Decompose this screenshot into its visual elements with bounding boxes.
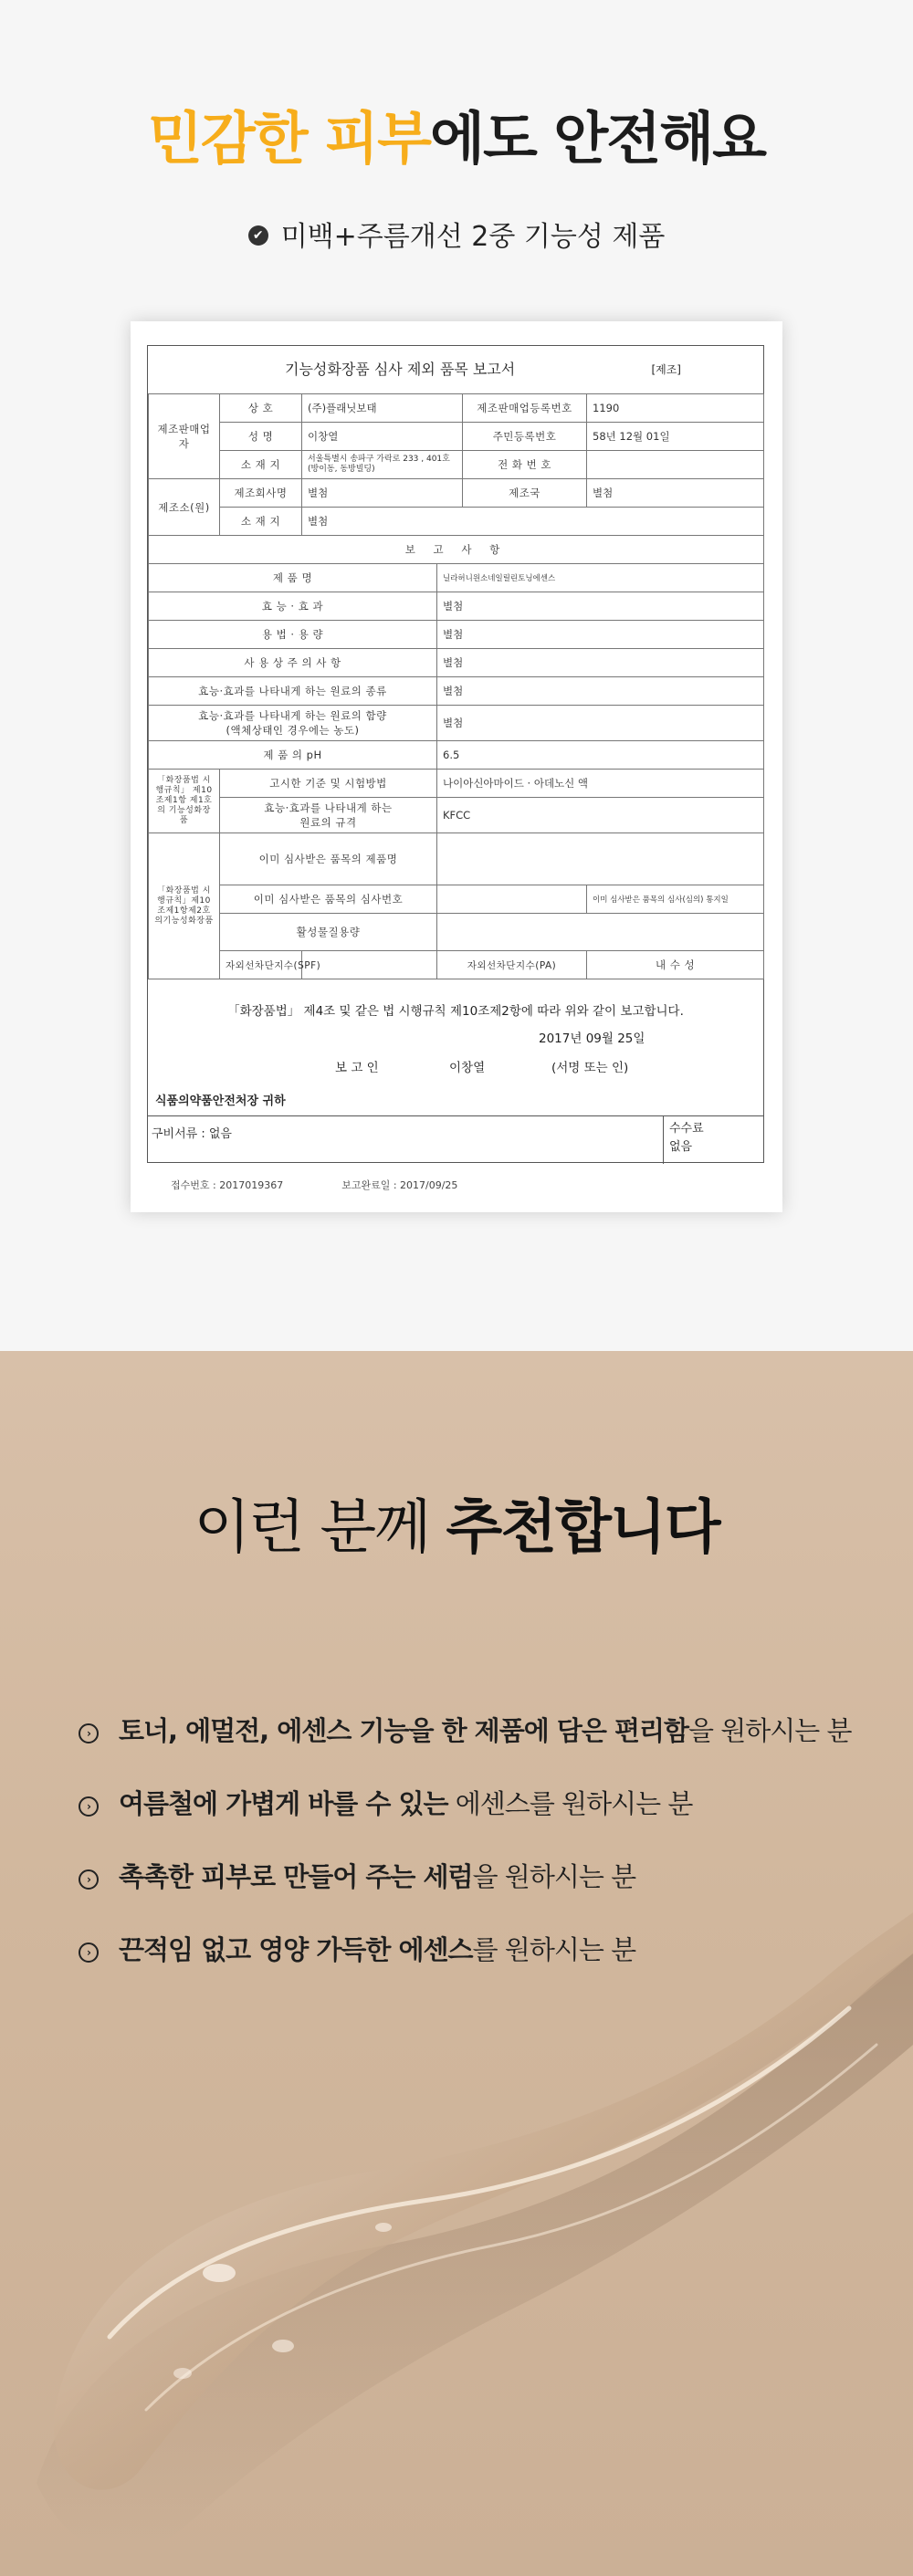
attachment-text: 구비서류 : 없음 (152, 1127, 232, 1141)
recommend-item-bold: 촉촉한 피부로 만들어 주는 세럼 (119, 1861, 473, 1892)
declaration-text: 「화장품법」 제4조 및 같은 법 시행규칙 제10조제2항에 따라 위와 같이 보고합니다. (227, 1004, 684, 1019)
spf-label: 자외선차단지수(SPF) (220, 951, 302, 979)
effect-value: 별첨 (437, 592, 764, 621)
reporter-label: 보 고 인 (335, 1061, 379, 1075)
fee-value: 없음 (669, 1140, 693, 1154)
reporter-name: 이창열 (449, 1061, 486, 1075)
phone-label: 전 화 번 호 (463, 451, 587, 479)
caution-label: 사 용 상 주 의 사 항 (149, 649, 437, 677)
document-title-bar (148, 346, 763, 394)
prev-name-label: 이미 심사받은 품목의 제품명 (220, 833, 437, 885)
chevron-circle-icon: › (79, 1723, 99, 1744)
recommend-item-normal: 을 원하시는 분 (688, 1715, 852, 1746)
recommend-item-bold: 여름철에 가볍게 바를 수 있는 (119, 1788, 448, 1819)
factory-address-value: 별첨 (302, 508, 764, 536)
document-title: 기능성화장품 심사 제외 품목 보고서 (285, 361, 516, 378)
chevron-circle-icon: › (79, 1869, 99, 1890)
prev-date-label: 이미 심사받은 품목의 심사(심의) 통지일 (587, 885, 764, 914)
chevron-circle-icon: › (79, 1942, 99, 1963)
receipt-number: 접수번호 : 2017019367 (171, 1179, 284, 1191)
ph-label: 제 품 의 pH (149, 741, 437, 770)
name-label: 성 명 (220, 423, 302, 451)
standard-value: 나이아신아마이드 · 아데노신 액 (437, 770, 764, 798)
water-label: 내 수 성 (587, 951, 764, 979)
report-done-date: 보고완료일 : 2017/09/25 (341, 1179, 458, 1191)
recommend-item (79, 1859, 635, 1895)
recommend-item-normal: 을 원하시는 분 (472, 1861, 636, 1892)
resident-value: 58년 12월 01일 (587, 423, 764, 451)
address-label: 소 재 지 (220, 451, 302, 479)
recommend-item-bold: 끈적임 없고 영양 가득한 에센스 (119, 1934, 473, 1965)
product-value: 닐라허니원소네일릴린토닝에센스 (437, 564, 764, 592)
feature-subline (0, 215, 913, 259)
usage-label: 용 법 · 용 량 (149, 621, 437, 649)
document-tag: [제조] (651, 363, 681, 376)
pa-label: 자외선차단지수(PA) (437, 951, 587, 979)
factory-label: 제조회사명 (220, 479, 302, 508)
factory-group-label: 제조소(원) (149, 479, 220, 536)
recommend-item (79, 1932, 635, 1968)
maker-group-label: 제조판매업자 (149, 394, 220, 479)
ingredient-amount-line-2: (액체상태인 경우에는 농도) (226, 724, 360, 737)
page-headline (0, 102, 913, 175)
recommend-item-normal: 를 원하시는 분 (472, 1934, 636, 1965)
headline-rest: 에도 안전해요 (430, 105, 765, 172)
factory-value: 별첨 (302, 479, 463, 508)
recommend-item (79, 1785, 692, 1822)
ingredient-amount-value: 별첨 (437, 706, 764, 741)
prev-name-value (437, 833, 764, 885)
address-line-1: 서울특별시 송파구 가락로 233 , 401호 (308, 455, 450, 464)
caution-value: 별첨 (437, 649, 764, 677)
prev-no-value (437, 885, 587, 914)
fee-label: 수수료 (669, 1122, 704, 1136)
phone-value (587, 451, 764, 479)
prev-no-label: 이미 심사받은 품목의 심사번호 (220, 885, 437, 914)
report-document (131, 321, 782, 1212)
report-date: 2017년 09월 25일 (539, 1031, 645, 1046)
resident-label: 주민등록번호 (463, 423, 587, 451)
recommend-title-bold: 추천합니다 (446, 1494, 719, 1562)
ph-value: 6.5 (437, 741, 764, 770)
company-label: 상 호 (220, 394, 302, 423)
company-value: (주)플래닛보태 (302, 394, 463, 423)
ingredient-amount-label (149, 706, 437, 741)
fee-cell (663, 1116, 763, 1164)
name-value: 이창열 (302, 423, 463, 451)
rule-group-1-label: 「화장품법 시행규칙」 제10조제1항 제1호의 기능성화장품 (149, 770, 220, 833)
ingredient-kind-label: 효능·효과를 나타내게 하는 원료의 종류 (149, 677, 437, 706)
spec-label-line-2: 원료의 규격 (299, 816, 357, 829)
spec-label (220, 798, 437, 833)
recommend-item-normal: 에센스를 원하시는 분 (447, 1788, 693, 1819)
active-value (437, 914, 764, 951)
report-form-table (148, 393, 764, 979)
ingredient-amount-line-1: 효능·효과를 나타내게 하는 원료의 함량 (198, 709, 387, 722)
active-label: 활성물질용량 (220, 914, 437, 951)
receipt-info (171, 1178, 457, 1192)
rule-group-2-label: 「화장품법 시행규칙」제10조제1항제2호의기능성화장품 (149, 833, 220, 979)
reg-no-value: 1190 (587, 394, 764, 423)
address-line-2: (방이동, 동방빌딩) (308, 465, 375, 474)
standard-label: 고시한 기준 및 시험방법 (220, 770, 437, 798)
check-icon: ✔ (248, 225, 268, 246)
recommend-title-normal: 이런 분께 (194, 1494, 430, 1562)
attachment-row (148, 1115, 763, 1164)
spec-value: KFCC (437, 798, 764, 833)
effect-label: 효 능 · 효 과 (149, 592, 437, 621)
address-value (302, 451, 463, 479)
factory-address-label: 소 재 지 (220, 508, 302, 536)
headline-highlight: 민감한 피부 (148, 105, 431, 172)
signature-note: (서명 또는 인) (551, 1061, 629, 1075)
ingredient-kind-value: 별첨 (437, 677, 764, 706)
reg-no-label: 제조판매업등록번호 (463, 394, 587, 423)
recommend-section (0, 1351, 913, 2576)
recipient: 식품의약품안전처장 귀하 (155, 1094, 286, 1108)
recommend-title (0, 1492, 913, 1565)
recommend-item (79, 1712, 852, 1749)
recommend-item-bold: 토너, 에멀전, 에센스 기능을 한 제품에 담은 편리함 (119, 1715, 688, 1746)
country-value: 별첨 (587, 479, 764, 508)
country-label: 제조국 (463, 479, 587, 508)
report-section-header: 보 고 사 항 (149, 536, 764, 564)
usage-value: 별첨 (437, 621, 764, 649)
spf-value (302, 951, 437, 979)
product-label: 제 품 명 (149, 564, 437, 592)
report-frame (147, 345, 764, 1163)
spec-label-line-1: 효능·효과를 나타내게 하는 (264, 801, 393, 814)
chevron-circle-icon: › (79, 1796, 99, 1817)
subline-text: 미백+주름개선 2중 기능성 제품 (280, 221, 666, 253)
